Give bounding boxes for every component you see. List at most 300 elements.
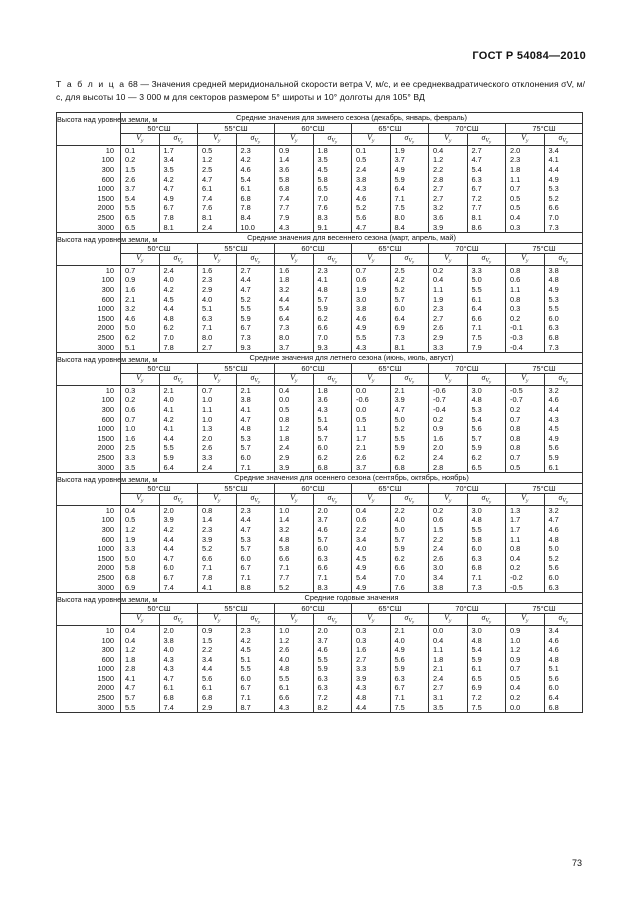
value-cell: 0.7 (121, 415, 160, 425)
value-cell: 8.0 (275, 333, 314, 343)
v-sub-y: y (217, 138, 221, 145)
v-sub-y: y (371, 258, 375, 265)
value-cell: 1.4 (275, 515, 314, 525)
value-cell: 5.5 (467, 525, 506, 535)
value-cell: 4.8 (352, 693, 391, 703)
v-sub-y: y (140, 138, 144, 145)
table-row (57, 583, 583, 593)
value-cell: 1.6 (429, 434, 468, 444)
height-cell: 3000 (57, 222, 121, 232)
sigma-char: σ (558, 613, 563, 623)
sigma-char: σ (250, 133, 255, 143)
table-row (57, 304, 583, 314)
sigma-v-header (159, 374, 198, 386)
v-sub-y: y (217, 378, 221, 385)
value-cell: 5.1 (313, 415, 352, 425)
value-cell: 3.4 (159, 155, 198, 165)
value-cell: 1.6 (275, 265, 314, 275)
v-symbol (444, 253, 452, 265)
value-cell: 7.1 (467, 323, 506, 333)
value-cell: 5.5 (544, 304, 583, 314)
v-symbol (213, 253, 221, 265)
value-cell: 1.6 (121, 285, 160, 295)
value-cell: 5.7 (121, 693, 160, 703)
value-cell: 5.2 (236, 295, 275, 305)
table-row (57, 155, 583, 165)
sigma-v-header (544, 134, 583, 146)
value-cell: 7.0 (159, 333, 198, 343)
value-cell: 4.6 (544, 525, 583, 535)
sigma-char: σ (173, 133, 178, 143)
height-cell: 100 (57, 155, 121, 165)
value-cell: 1.0 (198, 395, 237, 405)
value-cell: 6.8 (159, 693, 198, 703)
value-cell: 5.7 (313, 295, 352, 305)
value-cell: 5.6 (544, 563, 583, 573)
value-cell: 2.4 (429, 453, 468, 463)
value-cell: 4.2 (236, 635, 275, 645)
sigma-sub-y: y (335, 499, 338, 505)
value-cell: 4.8 (313, 285, 352, 295)
value-cell: 5.5 (236, 304, 275, 314)
value-cell: 0.4 (121, 625, 160, 635)
value-cell: 2.4 (198, 222, 237, 232)
value-cell: 6.3 (313, 554, 352, 564)
value-cell: 1.8 (121, 655, 160, 665)
value-cell: 4.9 (352, 563, 391, 573)
value-cell: 6.6 (275, 693, 314, 703)
value-cell: 0.4 (506, 683, 545, 693)
value-cell: 3.0 (429, 563, 468, 573)
value-cell: 3.4 (544, 625, 583, 635)
sigma-sub-v: V (331, 378, 336, 385)
value-cell: 7.1 (390, 693, 429, 703)
sigma-symbol (558, 253, 569, 265)
value-cell: 2.7 (429, 184, 468, 194)
value-cell: 4.3 (352, 184, 391, 194)
value-cell: 6.5 (467, 674, 506, 684)
value-cell: 3.3 (198, 453, 237, 463)
value-cell: 7.7 (275, 203, 314, 213)
v-sub-y: y (294, 618, 298, 625)
v-char: V (290, 133, 295, 143)
section-title-row (57, 233, 583, 244)
height-cell: 10 (57, 145, 121, 155)
sigma-char: σ (327, 373, 332, 383)
value-cell: 5.8 (275, 544, 314, 554)
value-cell: 6.4 (275, 314, 314, 324)
value-cell: 5.4 (275, 304, 314, 314)
value-cell: 6.4 (390, 314, 429, 324)
v-sub-y: y (525, 258, 529, 265)
value-cell: 7.1 (236, 573, 275, 583)
value-cell: 0.2 (429, 505, 468, 515)
sigma-char: σ (481, 253, 486, 263)
value-cell: 0.5 (352, 415, 391, 425)
symbol-row (57, 134, 583, 146)
value-cell: 4.6 (236, 165, 275, 175)
value-cell: 5.9 (313, 664, 352, 674)
value-cell: 5.3 (467, 405, 506, 415)
value-cell: 0.9 (506, 625, 545, 635)
latitude-header: 50°СШ (121, 603, 198, 614)
value-cell: 1.7 (159, 145, 198, 155)
value-cell: 10.0 (236, 222, 275, 232)
section-title: Средние значения для зимнего сезона (декабрь, январь, февраль) (121, 113, 583, 124)
value-cell: 3.7 (313, 515, 352, 525)
v-char: V (136, 493, 141, 503)
table-row (57, 145, 583, 155)
sigma-sub-v: V (485, 498, 490, 505)
sigma-v-header (236, 134, 275, 146)
v-symbol (136, 493, 144, 505)
v-char: V (367, 493, 372, 503)
value-cell: 5.9 (467, 443, 506, 453)
value-cell: 3.8 (429, 583, 468, 593)
value-cell: 3.9 (275, 463, 314, 473)
v-header (429, 134, 468, 146)
v-char: V (213, 493, 218, 503)
sigma-symbol (327, 373, 338, 385)
value-cell: 6.3 (198, 314, 237, 324)
value-cell: 7.4 (275, 194, 314, 204)
value-cell: 0.5 (198, 145, 237, 155)
value-cell: 6.0 (236, 674, 275, 684)
sigma-sub-y: y (335, 379, 338, 385)
sigma-char: σ (250, 613, 255, 623)
value-cell: 2.6 (352, 453, 391, 463)
value-cell: 2.7 (236, 265, 275, 275)
value-cell: 4.7 (121, 683, 160, 693)
v-sub-y: y (294, 498, 298, 505)
v-sub-y: y (448, 138, 452, 145)
value-cell: 4.6 (544, 635, 583, 645)
value-cell: 4.6 (121, 314, 160, 324)
value-cell: 3.9 (352, 674, 391, 684)
height-cell: 2500 (57, 333, 121, 343)
value-cell: 6.2 (390, 453, 429, 463)
value-cell: 7.1 (236, 693, 275, 703)
value-cell: 0.4 (352, 505, 391, 515)
value-cell: 4.4 (275, 295, 314, 305)
latitude-header: 55°СШ (198, 363, 275, 374)
value-cell: 4.4 (352, 703, 391, 713)
v-sub-y: y (294, 138, 298, 145)
value-cell: 4.4 (236, 515, 275, 525)
height-cell: 2500 (57, 573, 121, 583)
value-cell: 4.3 (275, 222, 314, 232)
sigma-sub-v: V (562, 138, 567, 145)
value-cell: 3.7 (275, 342, 314, 352)
value-cell: 3.7 (390, 155, 429, 165)
v-header (506, 494, 545, 506)
value-cell: 6.8 (544, 333, 583, 343)
value-cell: 4.7 (236, 285, 275, 295)
v-symbol (444, 373, 452, 385)
sigma-sub-v: V (408, 378, 413, 385)
value-cell: 4.6 (544, 645, 583, 655)
v-sub-y: y (140, 378, 144, 385)
sigma-sub-v: V (562, 258, 567, 265)
latitude-header: 70°СШ (429, 483, 506, 494)
height-cell: 600 (57, 295, 121, 305)
height-cell: 600 (57, 655, 121, 665)
value-cell: 5.0 (121, 554, 160, 564)
value-cell: 6.1 (198, 683, 237, 693)
latitude-header: 70°СШ (429, 243, 506, 254)
table-row (57, 525, 583, 535)
sigma-symbol (327, 493, 338, 505)
height-cell: 1000 (57, 544, 121, 554)
value-cell: 5.1 (544, 664, 583, 674)
v-symbol (521, 613, 529, 625)
value-cell: 4.9 (544, 174, 583, 184)
height-cell: 1500 (57, 554, 121, 564)
symbol-row (57, 254, 583, 266)
v-char: V (367, 613, 372, 623)
value-cell: 1.1 (506, 174, 545, 184)
value-cell: 3.5 (313, 155, 352, 165)
value-cell: 0.8 (198, 505, 237, 515)
value-cell: 5.9 (390, 174, 429, 184)
value-cell: 0.5 (352, 155, 391, 165)
value-cell: 5.9 (544, 453, 583, 463)
v-symbol (367, 493, 375, 505)
value-cell: 6.2 (159, 323, 198, 333)
table-row (57, 625, 583, 635)
sigma-v-header (390, 614, 429, 626)
v-header (275, 254, 314, 266)
v-sub-y: y (371, 618, 375, 625)
value-cell: 6.6 (198, 554, 237, 564)
value-cell: 1.0 (275, 625, 314, 635)
sigma-char: σ (173, 493, 178, 503)
height-cell: 3000 (57, 463, 121, 473)
value-cell: 2.8 (121, 664, 160, 674)
sigma-v-header (544, 374, 583, 386)
value-cell: -0.1 (506, 323, 545, 333)
value-cell: 2.1 (159, 385, 198, 395)
sigma-sub-y: y (489, 619, 492, 625)
height-cell: 1000 (57, 424, 121, 434)
height-header: Высота над уровнем земли, м (57, 593, 121, 626)
v-header (275, 374, 314, 386)
sigma-v-header (236, 374, 275, 386)
sigma-symbol (250, 373, 261, 385)
v-char: V (444, 253, 449, 263)
value-cell: 4.1 (544, 155, 583, 165)
document-code: ГОСТ Р 54084—2010 (472, 50, 586, 62)
value-cell: 5.3 (236, 535, 275, 545)
value-cell: 2.9 (275, 453, 314, 463)
sigma-v-header (159, 134, 198, 146)
value-cell: 0.7 (506, 184, 545, 194)
value-cell: 2.0 (159, 505, 198, 515)
v-symbol (213, 493, 221, 505)
value-cell: 1.9 (390, 145, 429, 155)
value-cell: 0.4 (275, 385, 314, 395)
value-cell: 6.9 (121, 583, 160, 593)
value-cell: 0.8 (275, 415, 314, 425)
height-cell: 2500 (57, 453, 121, 463)
value-cell: 6.0 (236, 554, 275, 564)
value-cell: 6.8 (121, 573, 160, 583)
value-cell: 5.9 (390, 443, 429, 453)
latitude-header: 55°СШ (198, 603, 275, 614)
value-cell: 3.2 (121, 304, 160, 314)
height-cell: 2000 (57, 323, 121, 333)
value-cell: 0.5 (506, 194, 545, 204)
v-header (352, 374, 391, 386)
sigma-char: σ (481, 493, 486, 503)
table-row (57, 265, 583, 275)
value-cell: 7.1 (198, 323, 237, 333)
value-cell: 6.3 (544, 323, 583, 333)
sigma-v-header (390, 494, 429, 506)
value-cell: 5.4 (467, 645, 506, 655)
value-cell: 2.5 (121, 443, 160, 453)
sigma-sub-v: V (177, 618, 182, 625)
value-cell: 6.4 (159, 463, 198, 473)
sigma-sub-y: y (489, 259, 492, 265)
sigma-sub-y: y (566, 259, 569, 265)
height-cell: 10 (57, 265, 121, 275)
value-cell: 5.7 (390, 295, 429, 305)
height-cell: 100 (57, 395, 121, 405)
value-cell: 3.2 (544, 385, 583, 395)
v-symbol (521, 373, 529, 385)
v-symbol (136, 253, 144, 265)
value-cell: 1.0 (275, 505, 314, 515)
value-cell: 3.3 (352, 664, 391, 674)
value-cell: 2.0 (429, 443, 468, 453)
v-header (429, 494, 468, 506)
sigma-v-header (390, 374, 429, 386)
latitude-row (57, 363, 583, 374)
sigma-sub-v: V (408, 498, 413, 505)
value-cell: 4.3 (313, 405, 352, 415)
value-cell: 2.2 (198, 645, 237, 655)
value-cell: 5.9 (313, 304, 352, 314)
sigma-symbol (481, 613, 492, 625)
sigma-char: σ (404, 133, 409, 143)
table-row (57, 395, 583, 405)
value-cell: 5.0 (390, 415, 429, 425)
v-header (429, 254, 468, 266)
section-title: Средние значения для весеннего сезона (март, апрель, май) (121, 233, 583, 244)
value-cell: 3.3 (121, 544, 160, 554)
value-cell: 4.8 (159, 314, 198, 324)
v-header (198, 254, 237, 266)
value-cell: 2.7 (429, 314, 468, 324)
v-header (506, 254, 545, 266)
sigma-char: σ (173, 253, 178, 263)
height-cell: 300 (57, 285, 121, 295)
value-cell: 6.6 (390, 563, 429, 573)
sigma-v-header (313, 374, 352, 386)
sigma-char: σ (327, 613, 332, 623)
value-cell: 0.2 (506, 693, 545, 703)
table-row (57, 563, 583, 573)
value-cell: 6.8 (198, 693, 237, 703)
value-cell: 4.8 (544, 275, 583, 285)
sigma-sub-v: V (254, 258, 259, 265)
value-cell: 2.6 (275, 645, 314, 655)
sigma-sub-v: V (331, 138, 336, 145)
latitude-header: 60°СШ (275, 243, 352, 254)
value-cell: 2.2 (429, 165, 468, 175)
value-cell: 7.3 (544, 222, 583, 232)
value-cell: 6.8 (544, 703, 583, 713)
value-cell: 4.6 (544, 395, 583, 405)
latitude-header: 55°СШ (198, 123, 275, 134)
latitude-header: 60°СШ (275, 363, 352, 374)
value-cell: 0.8 (506, 424, 545, 434)
value-cell: 7.2 (313, 693, 352, 703)
height-cell: 3000 (57, 583, 121, 593)
value-cell: 3.2 (544, 505, 583, 515)
value-cell: 6.0 (159, 563, 198, 573)
sigma-v-header (467, 614, 506, 626)
value-cell: 0.3 (506, 222, 545, 232)
value-cell: 4.4 (236, 275, 275, 285)
value-cell: 4.0 (352, 544, 391, 554)
value-cell: 1.9 (429, 295, 468, 305)
value-cell: 4.0 (275, 655, 314, 665)
sigma-char: σ (327, 253, 332, 263)
v-header (275, 134, 314, 146)
value-cell: 4.1 (313, 275, 352, 285)
v-symbol (367, 613, 375, 625)
value-cell: 0.4 (506, 554, 545, 564)
value-cell: 4.3 (159, 664, 198, 674)
latitude-row (57, 603, 583, 614)
value-cell: 3.7 (313, 635, 352, 645)
v-char: V (213, 613, 218, 623)
v-sub-y: y (217, 498, 221, 505)
symbol-row (57, 494, 583, 506)
sigma-sub-v: V (254, 618, 259, 625)
value-cell: 5.9 (390, 544, 429, 554)
v-symbol (213, 373, 221, 385)
value-cell: 6.7 (236, 683, 275, 693)
sigma-char: σ (481, 613, 486, 623)
value-cell: 6.7 (467, 184, 506, 194)
value-cell: 3.9 (429, 222, 468, 232)
value-cell: 7.1 (198, 563, 237, 573)
value-cell: 4.7 (159, 674, 198, 684)
value-cell: 0.7 (198, 385, 237, 395)
sigma-char: σ (404, 493, 409, 503)
value-cell: 0.8 (506, 265, 545, 275)
value-cell: 5.5 (159, 443, 198, 453)
section-title-row (57, 353, 583, 364)
value-cell: 4.0 (159, 645, 198, 655)
table-row (57, 443, 583, 453)
latitude-header: 70°СШ (429, 603, 506, 614)
value-cell: 5.2 (352, 203, 391, 213)
height-cell: 2000 (57, 683, 121, 693)
v-sub-y: y (294, 378, 298, 385)
sigma-sub-y: y (258, 379, 261, 385)
value-cell: 6.3 (313, 683, 352, 693)
value-cell: 6.1 (544, 463, 583, 473)
value-cell: 5.4 (467, 415, 506, 425)
sigma-char: σ (250, 373, 255, 383)
value-cell: 5.6 (198, 674, 237, 684)
sigma-symbol (558, 493, 569, 505)
value-cell: 8.2 (313, 703, 352, 713)
